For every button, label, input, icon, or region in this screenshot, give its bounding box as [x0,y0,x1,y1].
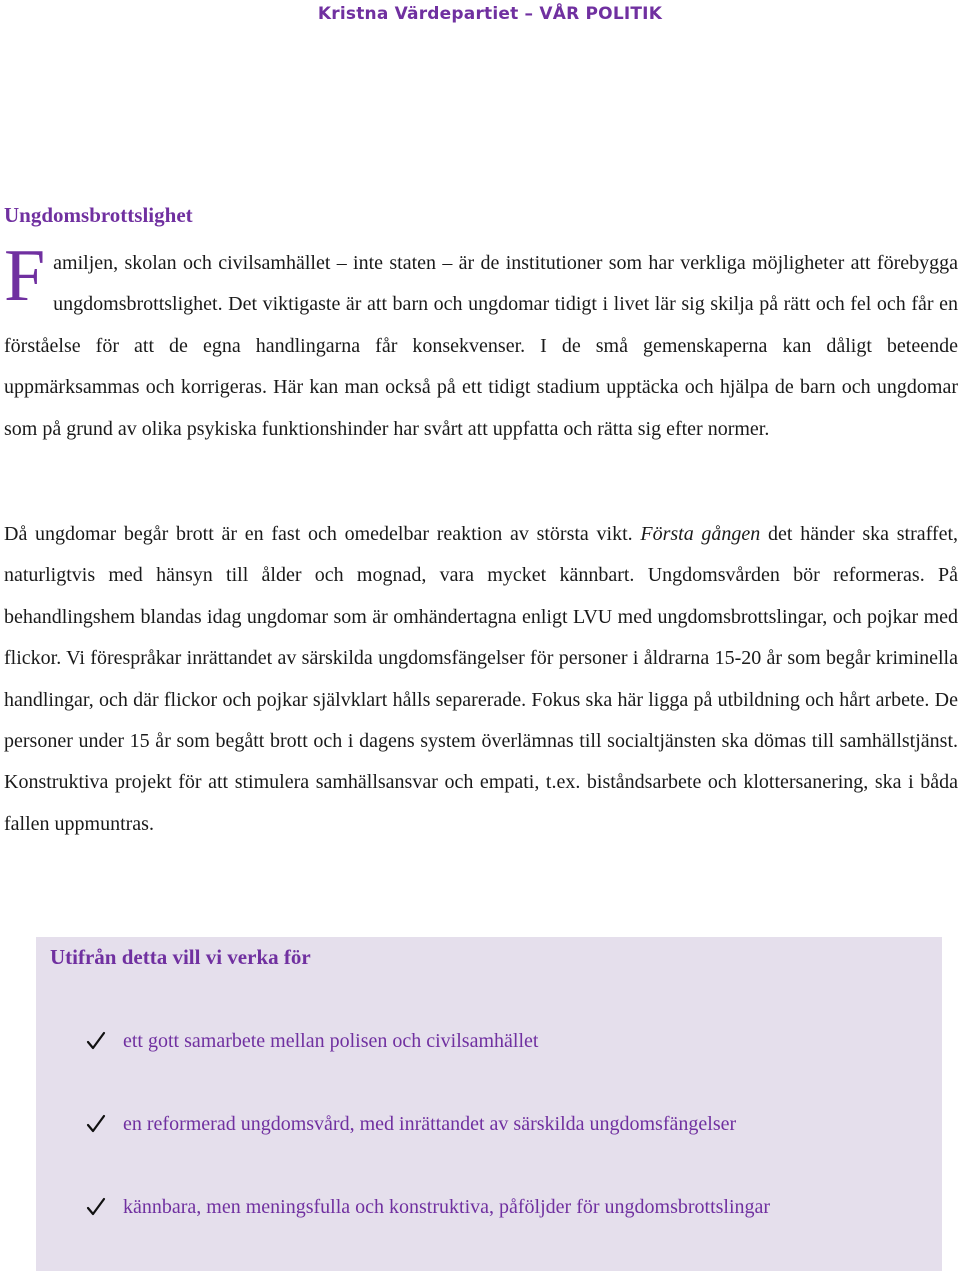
policy-goal-text: kännbara, men meningsfulla och konstruktiva, påföljder för ungdomsbrottslingar [123,1195,771,1218]
policy-goal-item [86,1109,736,1139]
policy-goals-box [36,937,942,1271]
paragraph-policy-emphasis: Första gången [640,523,761,545]
policy-goal-item [86,1026,538,1056]
policy-goal-item [86,1192,770,1222]
policy-goal-text: ett gott samarbete mellan polisen och civilsamhället [123,1029,539,1052]
checkmark-icon [86,1031,106,1051]
drop-cap: F [4,235,46,317]
paragraph-policy [4,514,958,845]
section-title: Ungdomsbrottslighet [4,203,193,227]
page-header: Kristna Värdepartiet – VÅR POLITIK [317,4,663,24]
paragraph-intro-text: amiljen, skolan och civilsamhället – inte staten – är de institutioner som har verkliga möjligheter att förebygga ungdomsbrottslighet. Det viktigaste är att barn och ungdomar tidigt i livet lär sig skilja på rätt och fel och får en förståelse för att de egna handlingarna får konsekvenser. I de små gemenskaperna kan dåligt beteende uppmärksammas och korrigeras. Här kan man också på ett tidigt stadium upptäcka och hjälpa de barn och ungdomar som på grund av olika psykiska funktionshinder har svårt att uppfatta och rätta sig efter normer. [4,252,958,440]
paragraph-policy-text-b: det händer ska straffet, naturligtvis med hänsyn till ålder och mognad, vara mycket kännbart. Ungdomsvården bör reformeras. På behandlingshem blandas idag ungdomar som är omhändertagna enligt LVU med ungdomsbrottslingar, och pojkar med flickor. Vi förespråkar inrättandet av särskilda ungdomsfängelser för personer i åldrarna 15-20 år som begår kriminella handlingar, och där flickor och pojkar självklart hålls separerade. Fokus ska här ligga på utbildning och hårt arbete. De personer under 15 år som begått brott och i dagens system överlämnas till socialtjänsten ska dömas till samhällstjänst. Konstruktiva projekt för att stimulera samhällsansvar och empati, t.ex. biståndsarbete och klottersanering, ska i båda fallen uppmuntras. [4,523,958,835]
paragraph-intro [4,235,958,450]
policy-goal-text: en reformerad ungdomsvård, med inrättandet av särskilda ungdomsfängelser [123,1112,737,1135]
checkmark-icon [86,1197,106,1217]
policy-goals-title: Utifrån detta vill vi verka för [50,945,311,969]
paragraph-policy-text-a: Då ungdomar begår brott är en fast och omedelbar reaktion av största vikt. [4,523,641,545]
checkmark-icon [86,1114,106,1134]
